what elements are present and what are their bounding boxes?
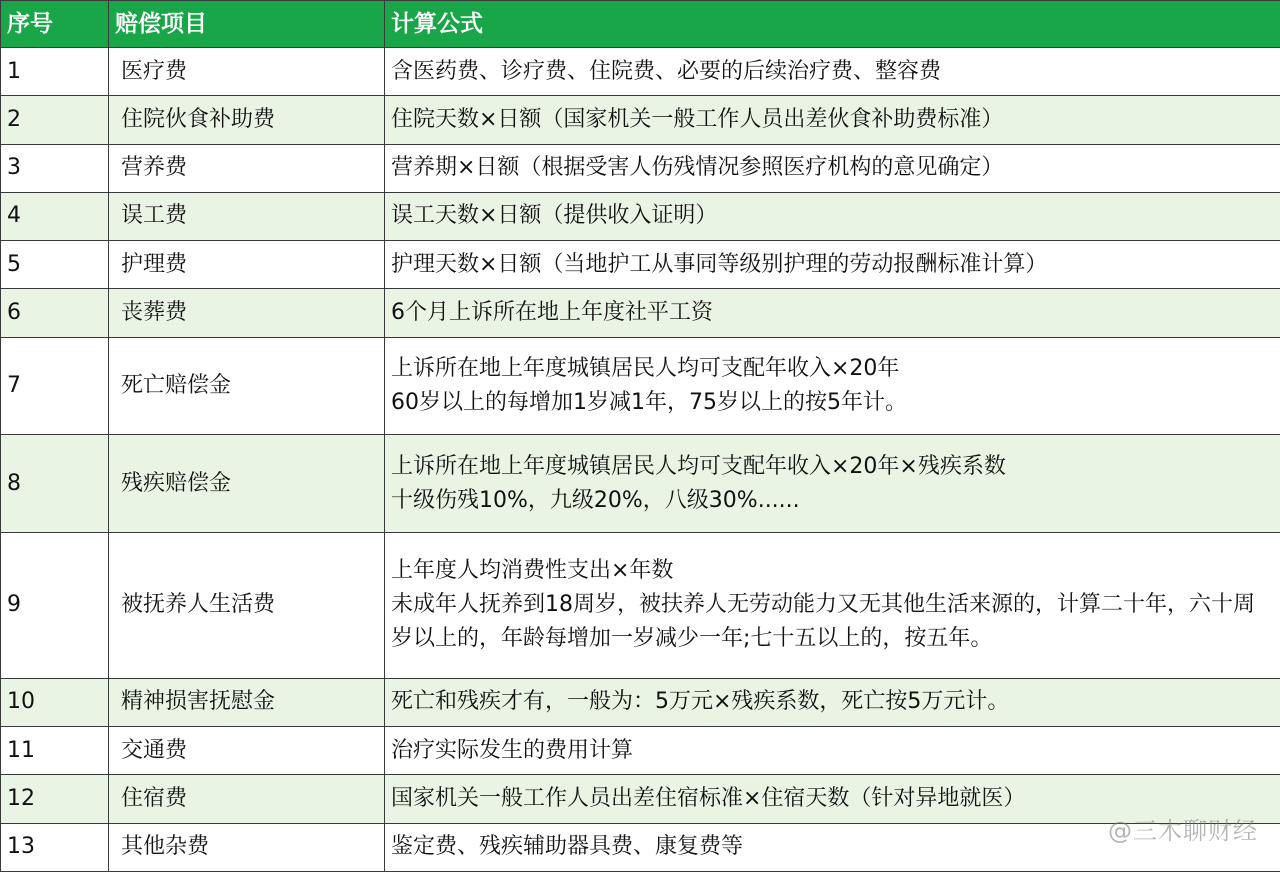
row-index: 11 <box>1 727 109 775</box>
row-index: 10 <box>1 678 109 726</box>
table-row <box>1 727 1280 775</box>
row-item: 残疾赔偿金 <box>109 435 385 533</box>
table-row <box>1 96 1280 144</box>
table-row <box>1 289 1280 337</box>
row-formula <box>385 337 1280 435</box>
row-formula <box>385 289 1280 337</box>
header-formula: 计算公式 <box>385 1 1280 48</box>
row-item: 医疗费 <box>109 48 385 96</box>
row-item: 其他杂费 <box>109 823 385 871</box>
table-header-row <box>1 1 1280 48</box>
table-row <box>1 775 1280 823</box>
watermark: @三木聊财经 <box>1108 817 1258 845</box>
table-row <box>1 192 1280 240</box>
table-body <box>1 48 1280 872</box>
row-item: 住宿费 <box>109 775 385 823</box>
header-item: 赔偿项目 <box>109 1 385 48</box>
row-index: 3 <box>1 144 109 192</box>
row-index: 6 <box>1 289 109 337</box>
row-formula <box>385 96 1280 144</box>
formula-line: 上年度人均消费性支出×年数 <box>391 558 674 584</box>
formula-line: 误工天数×日额（提供收入证明） <box>391 203 718 229</box>
row-index: 4 <box>1 192 109 240</box>
row-item: 营养费 <box>109 144 385 192</box>
formula-line: 6个月上诉所在地上年度社平工资 <box>391 300 713 326</box>
row-item: 交通费 <box>109 727 385 775</box>
formula-line: 营养期×日额（根据受害人伤残情况参照医疗机构的意见确定） <box>391 155 1004 181</box>
row-index: 7 <box>1 337 109 435</box>
row-formula <box>385 435 1280 533</box>
row-item: 精神损害抚慰金 <box>109 678 385 726</box>
table-row <box>1 823 1280 871</box>
formula-line: 住院天数×日额（国家机关一般工作人员出差伙食补助费标准） <box>391 106 1004 132</box>
row-item: 误工费 <box>109 192 385 240</box>
row-formula <box>385 678 1280 726</box>
table-row <box>1 144 1280 192</box>
formula-line: 上诉所在地上年度城镇居民人均可支配年收入×20年 <box>391 355 900 381</box>
row-index: 2 <box>1 96 109 144</box>
table-row <box>1 435 1280 533</box>
row-item: 被抚养人生活费 <box>109 532 385 678</box>
row-item: 住院伙食补助费 <box>109 96 385 144</box>
formula-line: 60岁以上的每增加1岁减1年，75岁以上的按5年计。 <box>391 389 907 415</box>
table-row <box>1 241 1280 289</box>
formula-line: 未成年人抚养到18周岁，被扶养人无劳动能力又无其他生活来源的，计算二十年，六十周岁以上的，年龄每增加一岁减少一年;七十五以上的，按五年。 <box>391 592 1255 652</box>
row-index: 12 <box>1 775 109 823</box>
table-row <box>1 532 1280 678</box>
formula-line: 国家机关一般工作人员出差住宿标准×住宿天数（针对异地就医） <box>391 785 1026 811</box>
table-row <box>1 678 1280 726</box>
row-item: 护理费 <box>109 241 385 289</box>
formula-line: 护理天数×日额（当地护工从事同等级别护理的劳动报酬标准计算） <box>391 251 1048 277</box>
row-formula <box>385 241 1280 289</box>
formula-line: 死亡和残疾才有，一般为：5万元×残疾系数，死亡按5万元计。 <box>391 689 1010 715</box>
formula-line: 含医药费、诊疗费、住院费、必要的后续治疗费、整容费 <box>391 58 942 84</box>
table-row <box>1 337 1280 435</box>
formula-line: 上诉所在地上年度城镇居民人均可支配年收入×20年×残疾系数 <box>391 453 1006 479</box>
row-index: 8 <box>1 435 109 533</box>
formula-line: 十级伤残10%，九级20%，八级30%...... <box>391 487 800 513</box>
table-row <box>1 48 1280 96</box>
header-index: 序号 <box>1 1 109 48</box>
row-index: 9 <box>1 532 109 678</box>
row-formula <box>385 532 1280 678</box>
row-index: 1 <box>1 48 109 96</box>
row-formula <box>385 48 1280 96</box>
formula-line: 治疗实际发生的费用计算 <box>391 737 634 763</box>
formula-line: 鉴定费、残疾辅助器具费、康复费等 <box>391 834 744 860</box>
row-formula <box>385 192 1280 240</box>
row-item: 死亡赔偿金 <box>109 337 385 435</box>
row-formula <box>385 727 1280 775</box>
row-index: 13 <box>1 823 109 871</box>
row-formula <box>385 144 1280 192</box>
row-item: 丧葬费 <box>109 289 385 337</box>
row-index: 5 <box>1 241 109 289</box>
